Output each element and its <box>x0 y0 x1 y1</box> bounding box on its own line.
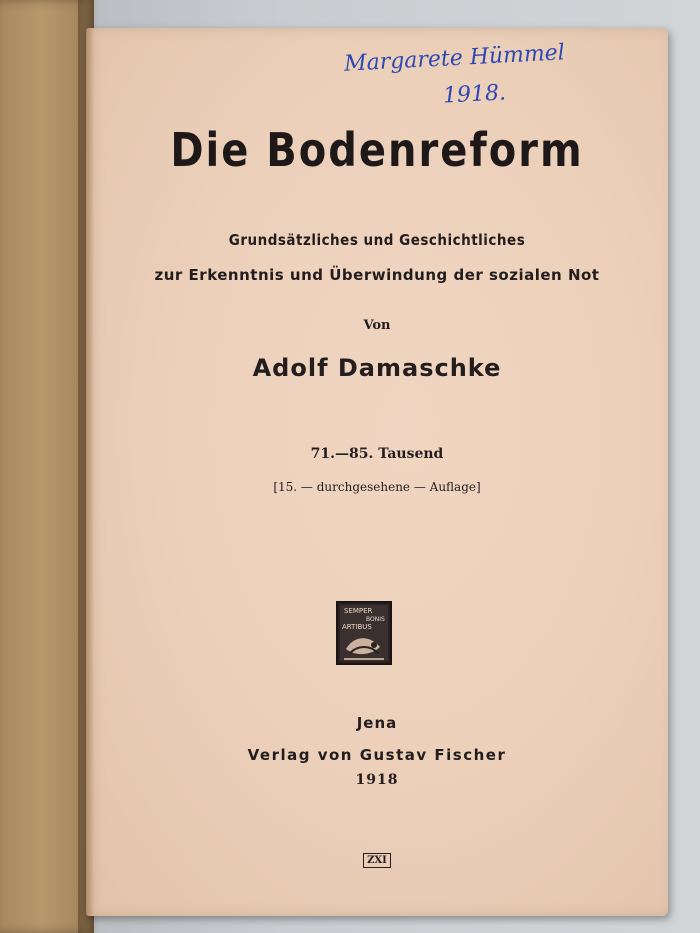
subtitle-line-2: zur Erkenntnis und Überwindung der sozialen Not <box>154 266 600 284</box>
svg-text:BONIS: BONIS <box>366 616 385 623</box>
publisher-name: Verlag von Gustav Fischer <box>247 746 507 764</box>
svg-text:ARTIBUS: ARTIBUS <box>342 623 372 631</box>
subtitle-line-1: Grundsätzliches und Geschichtliches <box>228 231 526 249</box>
edition-note: [15. — durchgesehene — Auflage] <box>273 480 481 494</box>
author-name: Adolf Damaschke <box>252 354 502 382</box>
title-page <box>86 28 668 916</box>
publication-year: 1918 <box>355 772 399 788</box>
printer-code: ZXI <box>363 853 391 868</box>
by-line: Von <box>363 318 391 333</box>
handwritten-year: 1918. <box>442 80 507 109</box>
page-inner-edge <box>86 28 94 916</box>
svg-text:SEMPER: SEMPER <box>344 607 373 615</box>
publisher-emblem-icon <box>336 601 392 665</box>
printing-number: 71.—85. Tausend <box>310 446 444 462</box>
printer-code-wrap <box>86 848 668 868</box>
book-title: Die Bodenreform <box>170 124 584 178</box>
handwritten-owner-name: Margarete Hümmel <box>343 40 566 77</box>
publication-place: Jena <box>356 714 398 732</box>
publisher-emblem <box>336 601 392 665</box>
